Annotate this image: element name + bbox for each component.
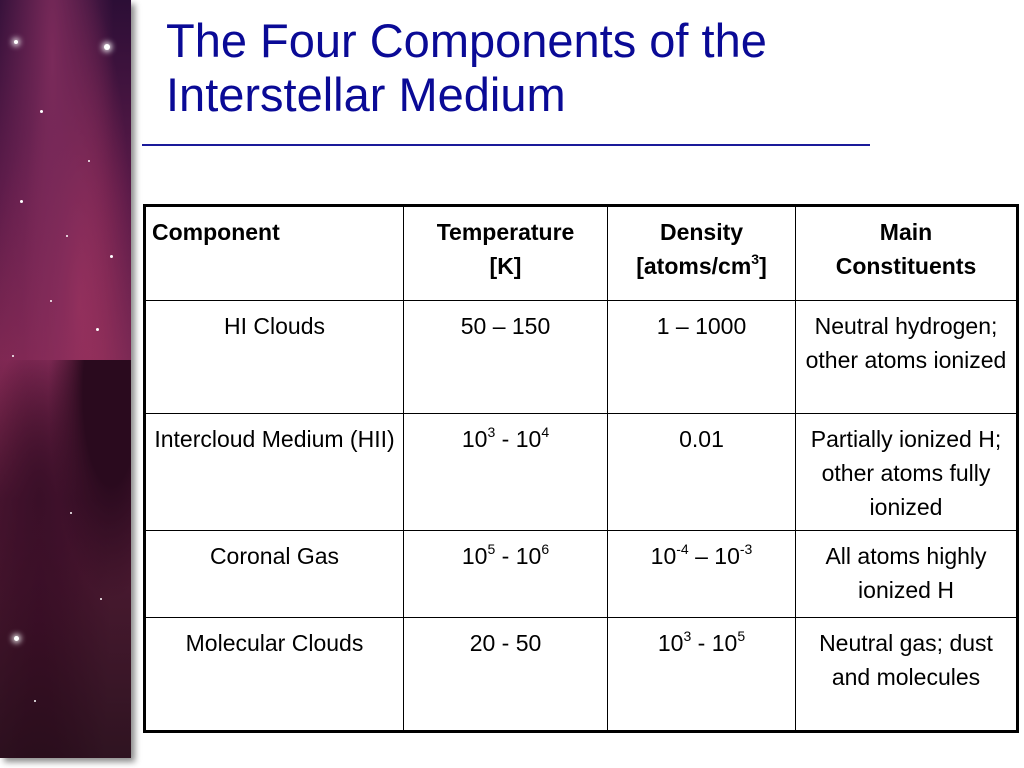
cell-temperature: 50 – 150 bbox=[404, 301, 608, 414]
nebula-sidebar-image bbox=[0, 0, 131, 758]
star bbox=[14, 636, 19, 641]
star bbox=[12, 355, 14, 357]
star bbox=[40, 110, 43, 113]
star bbox=[100, 598, 102, 600]
star bbox=[34, 700, 36, 702]
cell-density: 1 – 1000 bbox=[608, 301, 796, 414]
ism-components-table bbox=[143, 204, 1019, 733]
cell-density: 0.01 bbox=[608, 414, 796, 531]
header-main-constituents: Main Constituents bbox=[796, 206, 1018, 301]
cell-component: Intercloud Medium (HII) bbox=[145, 414, 404, 531]
star bbox=[96, 328, 99, 331]
star bbox=[20, 200, 23, 203]
table-row bbox=[145, 301, 1018, 414]
cell-constituents: Neutral gas; dust and molecules bbox=[796, 618, 1018, 732]
table-row bbox=[145, 618, 1018, 732]
horsehead-nebula-silhouette bbox=[0, 360, 131, 758]
cell-temperature: $10^3 - 10^4$ bbox=[404, 414, 608, 531]
star bbox=[70, 512, 72, 514]
star bbox=[110, 255, 113, 258]
cell-constituents: Partially ionized H; other atoms fully ionized bbox=[796, 414, 1018, 531]
header-component: Component bbox=[145, 206, 404, 301]
title-underline bbox=[142, 144, 870, 146]
cell-constituents: Neutral hydrogen; other atoms ionized bbox=[796, 301, 1018, 414]
cell-density: $10^3 - 10^5$ bbox=[608, 618, 796, 732]
slide-title bbox=[166, 14, 886, 122]
cell-temperature: $10^5 - 10^6$ bbox=[404, 531, 608, 618]
cell-component: Molecular Clouds bbox=[145, 618, 404, 732]
title-line-2: Interstellar Medium bbox=[166, 68, 566, 121]
cell-density: $10^{-4} - 10^{-3}$ bbox=[608, 531, 796, 618]
header-temperature: Temperature [K] bbox=[404, 206, 608, 301]
star bbox=[66, 235, 68, 237]
star bbox=[104, 44, 110, 50]
star bbox=[50, 300, 52, 302]
header-density: Density $[atoms/cm^3]$ bbox=[608, 206, 796, 301]
title-line-1: The Four Components of the bbox=[166, 14, 767, 67]
table-header-row bbox=[145, 206, 1018, 301]
table-row bbox=[145, 531, 1018, 618]
cell-component: Coronal Gas bbox=[145, 531, 404, 618]
star bbox=[14, 40, 18, 44]
table-row bbox=[145, 414, 1018, 531]
cell-component: HI Clouds bbox=[145, 301, 404, 414]
star bbox=[88, 160, 90, 162]
cell-temperature: 20 - 50 bbox=[404, 618, 608, 732]
cell-constituents: All atoms highly ionized H bbox=[796, 531, 1018, 618]
